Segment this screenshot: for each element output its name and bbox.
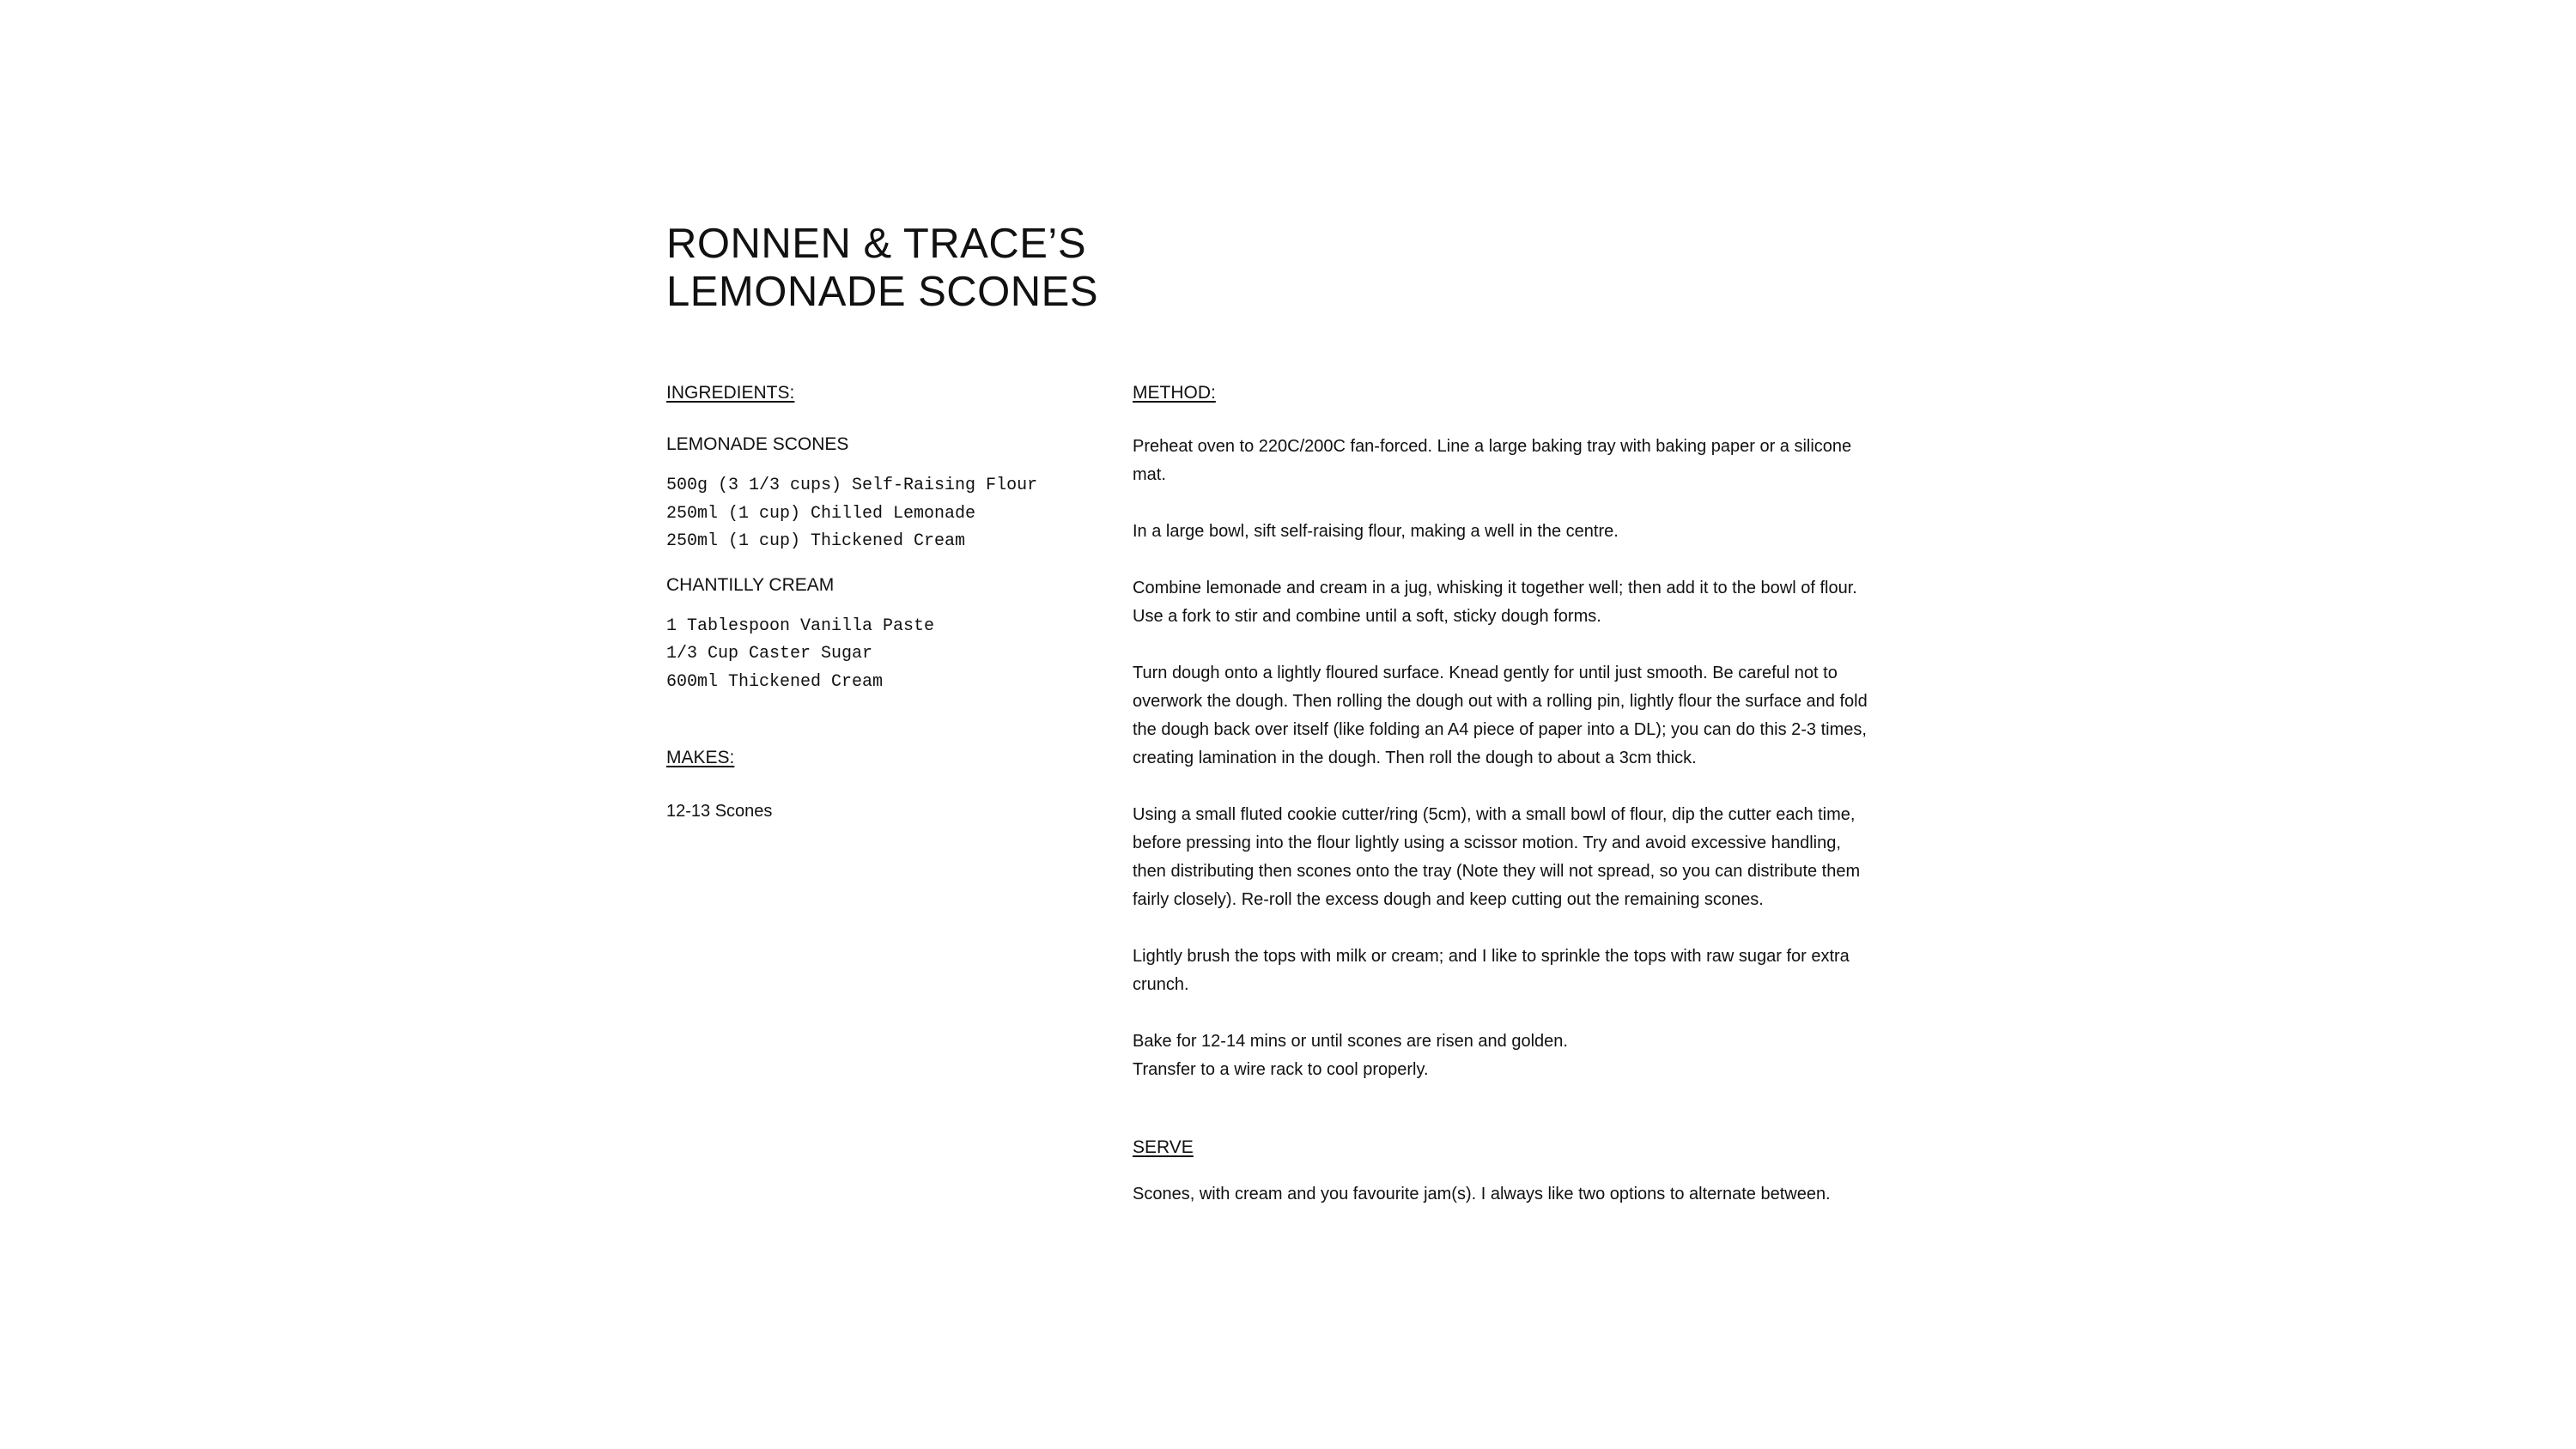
ingredients-heading: INGREDIENTS:: [666, 383, 795, 403]
method-step: Preheat oven to 220C/200C fan-forced. Line a large baking tray with baking paper or a silicone mat.: [1133, 437, 1852, 484]
method-step: Bake for 12-14 mins or until scones are risen and golden.: [1133, 1032, 1568, 1051]
makes-heading: MAKES:: [666, 748, 735, 767]
method-step: In a large bowl, sift self-raising flour, making a well in the centre.: [1133, 522, 1619, 541]
method-step: Combine lemonade and cream in a jug, whisking it together well; then add it to the bowl of flour. Use a fork to stir and combine until a soft, sticky dough forms.: [1133, 579, 1857, 626]
method-step: Transfer to a wire rack to cool properly.: [1133, 1060, 1429, 1079]
method-column: [1133, 381, 1871, 1209]
recipe-title-line-2: LEMONADE SCONES: [666, 269, 1099, 315]
recipe-title-line-1: RONNEN & TRACE’S: [666, 221, 1087, 267]
method-step: Using a small fluted cookie cutter/ring (5cm), with a small bowl of flour, dip the cutter each time, before pressing into the flour lightly using a scissor motion. Try and avoid excessive handling, then distributing then scones onto the tray (Note they will not spread, so you can distribute them fairly closely). Re-roll the excess dough and keep cutting out the remaining scones.: [1133, 805, 1861, 909]
ingredient-group-title-lemonade-scones: LEMONADE SCONES: [666, 434, 849, 454]
method-step: Turn dough onto a lightly floured surface. Knead gently for until just smooth. Be careful not to overwork the dough. Then rolling the dough out with a rolling pin, lightly flour the surface and fold the dough back over itself (like folding an A4 piece of paper into a DL); you can do this 2-3 times, creating lamination in the dough. Then roll the dough to about a 3cm thick.: [1133, 664, 1868, 767]
ingredient-group-title-chantilly-cream: CHANTILLY CREAM: [666, 574, 835, 595]
ingredient-list-chantilly-cream: [666, 613, 1096, 697]
ingredient-list-lemonade-scones: [666, 472, 1096, 556]
method-steps: [1133, 433, 1871, 1084]
ingredient-item: 250ml (1 cup) Thickened Cream: [666, 531, 966, 551]
serve-heading: SERVE: [1133, 1137, 1194, 1157]
ingredients-column: [666, 381, 1096, 826]
ingredient-item: 600ml Thickened Cream: [666, 671, 884, 692]
ingredient-item: 250ml (1 cup) Chilled Lemonade: [666, 503, 976, 524]
method-step: Lightly brush the tops with milk or cream; and I like to sprinkle the tops with raw sugar for extra crunch.: [1133, 947, 1850, 994]
ingredient-item: 500g (3 1/3 cups) Self-Raising Flour: [666, 476, 1038, 495]
ingredient-item: 1 Tablespoon Vanilla Paste: [666, 615, 935, 636]
ingredient-item: 1/3 Cup Caster Sugar: [666, 644, 873, 664]
method-heading: METHOD:: [1133, 383, 1216, 403]
recipe-title: [666, 220, 1098, 316]
serve-text: Scones, with cream and you favourite jam(s). I always like two options to alternate between.: [1133, 1185, 1831, 1203]
makes-value: 12-13 Scones: [666, 802, 773, 821]
